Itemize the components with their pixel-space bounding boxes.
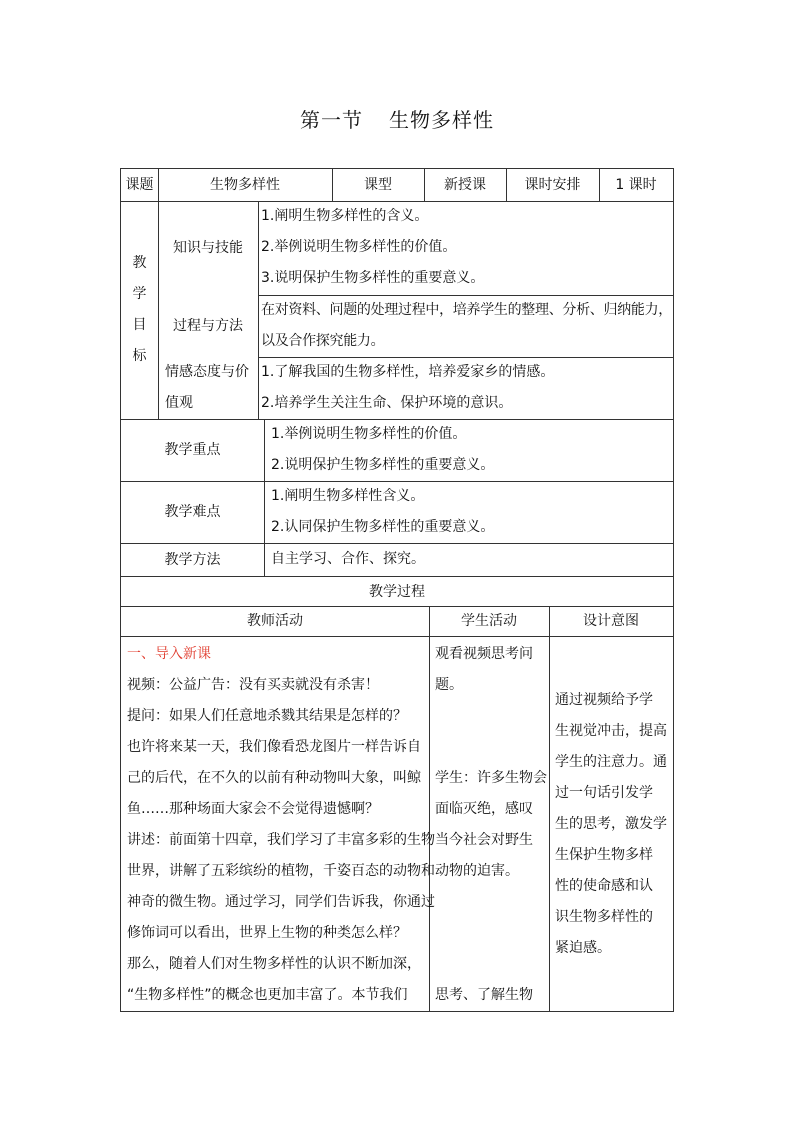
chapter-number: 第一节 <box>300 108 363 132</box>
knowledge-label: 知识与技能 <box>173 240 243 256</box>
difficulty-item: 1.阐明生物多样性含义。 <box>271 488 425 504</box>
type-label: 课型 <box>364 177 392 193</box>
type-value: 新授课 <box>444 177 486 193</box>
knowledge-item: 2.举例说明生物多样性的价值。 <box>261 239 457 255</box>
emotion-item: 1.了解我国的生物多样性，培养爱家乡的情感。 <box>261 364 555 380</box>
teaching-process-table <box>120 576 674 1012</box>
knowledge-items <box>261 201 671 294</box>
teacher-activity-header: 教师活动 <box>247 613 303 629</box>
process-label: 过程与方法 <box>173 318 243 334</box>
topic-value: 生物多样性 <box>210 177 280 193</box>
section-heading: 一、导入新课 <box>127 646 211 662</box>
emotion-items <box>261 357 671 419</box>
focus-label: 教学重点 <box>164 442 221 458</box>
difficulty-item: 2.认同保护生物多样性的重要意义。 <box>271 519 495 535</box>
page-title <box>0 104 794 133</box>
teaching-goals-label: 教 学 目 标 <box>132 255 147 364</box>
difficulty-items <box>271 481 671 543</box>
schedule-label: 课时安排 <box>524 177 581 193</box>
difficulty-label: 教学难点 <box>164 504 221 520</box>
process-section-title: 教学过程 <box>369 583 425 600</box>
lesson-info-table <box>120 168 674 577</box>
focus-items <box>271 419 671 481</box>
design-intent-header: 设计意图 <box>583 613 639 629</box>
teacher-activity: 一、导入新课 视频：公益广告：没有买卖就没有杀害！ 提问：如果人们任意地杀戮其结果是怎样的？ 也许将来某一天，我们像看恐龙图片一样告诉自 己的后代，在不久的以前有种动物叫大象，叫鲸 鱼……那种场面大家会不会觉得遗憾啊？ 讲述：前面第十四章，我们学习了丰富多彩的生物 世界，讲解了五彩缤纷的植物，千姿百态的动物和 神奇的微生物。通过学习，同学们告诉我，你通过 修饰词可以看出，世界上生物的种类怎么样？ 那么，随着人们对生物多样性的认识不断加深， “生物多样性”的概念也更加丰富了。本节我们 <box>127 639 427 1011</box>
emotion-item: 2.培养学生关注生命、保护环境的意识。 <box>261 395 513 411</box>
knowledge-item: 1.阐明生物多样性的含义。 <box>261 208 429 224</box>
schedule-value: 1 课时 <box>615 177 657 193</box>
method-label: 教学方法 <box>164 551 221 568</box>
knowledge-item: 3.说明保护生物多样性的重要意义。 <box>261 270 485 286</box>
student-activity: 观看视频思考问 题。 学生：许多生物会 面临灭绝，感叹 当今社会对野生 动物的迫害。 思考、了解生物 <box>435 646 547 1003</box>
student-activity-header: 学生活动 <box>461 613 517 629</box>
process-text: 在对资料、问题的处理过程中，培养学生的整理、分析、归纳能力， 以及合作探究能力。 <box>261 302 672 349</box>
emotion-label: 情感态度与价 值观 <box>165 364 249 411</box>
chapter-name: 生物多样性 <box>389 108 494 132</box>
focus-item: 2.说明保护生物多样性的重要意义。 <box>271 457 495 473</box>
focus-item: 1.举例说明生物多样性的价值。 <box>271 426 467 442</box>
method-value: 自主学习、合作、探究。 <box>271 551 425 567</box>
topic-label: 课题 <box>125 177 154 193</box>
design-intent: 通过视频给予学 生视觉冲击，提高 学生的注意力。通 过一句话引发学 生的思考，激发学 生保护生物多样 性的使命感和认 识生物多样性的 紧迫感。 <box>555 692 667 956</box>
